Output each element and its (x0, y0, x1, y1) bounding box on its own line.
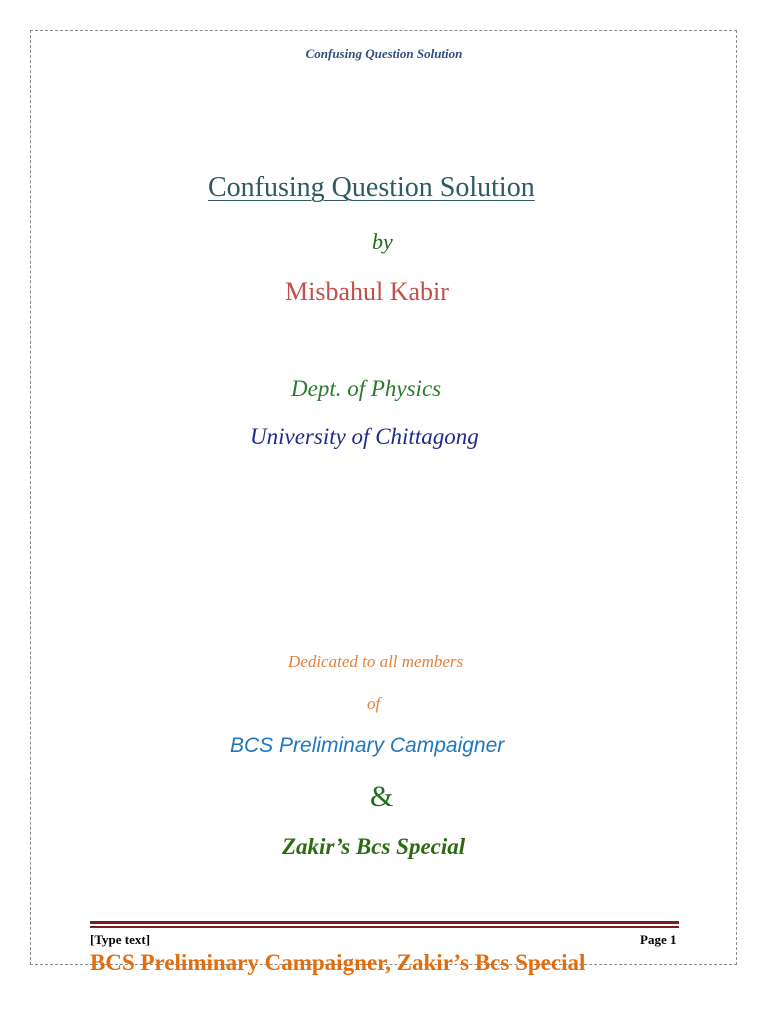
page-border (30, 30, 737, 965)
dedication-line: Dedicated to all members (288, 652, 464, 671)
author-name: Misbahul Kabir (285, 277, 449, 306)
dedication-of: of (367, 694, 381, 713)
ampersand: & (370, 780, 394, 813)
group-two-name: Zakir’s Bcs Special (282, 834, 466, 859)
footer-rule-thin (90, 926, 679, 928)
university: University of Chittagong (250, 424, 479, 449)
page-number: Page 1 (640, 932, 677, 947)
running-header: Confusing Question Solution (305, 46, 463, 61)
group-one-name: BCS Preliminary Campaigner (230, 734, 505, 757)
footer-placeholder-text: [Type text] (90, 932, 151, 947)
footer-rule-thick (90, 921, 679, 924)
department: Dept. of Physics (291, 376, 442, 401)
document-title: Confusing Question Solution (208, 172, 535, 203)
by-line: by (372, 229, 393, 254)
footer-banner: BCS Preliminary Campaigner, Zakir’s Bcs Special (90, 950, 586, 975)
